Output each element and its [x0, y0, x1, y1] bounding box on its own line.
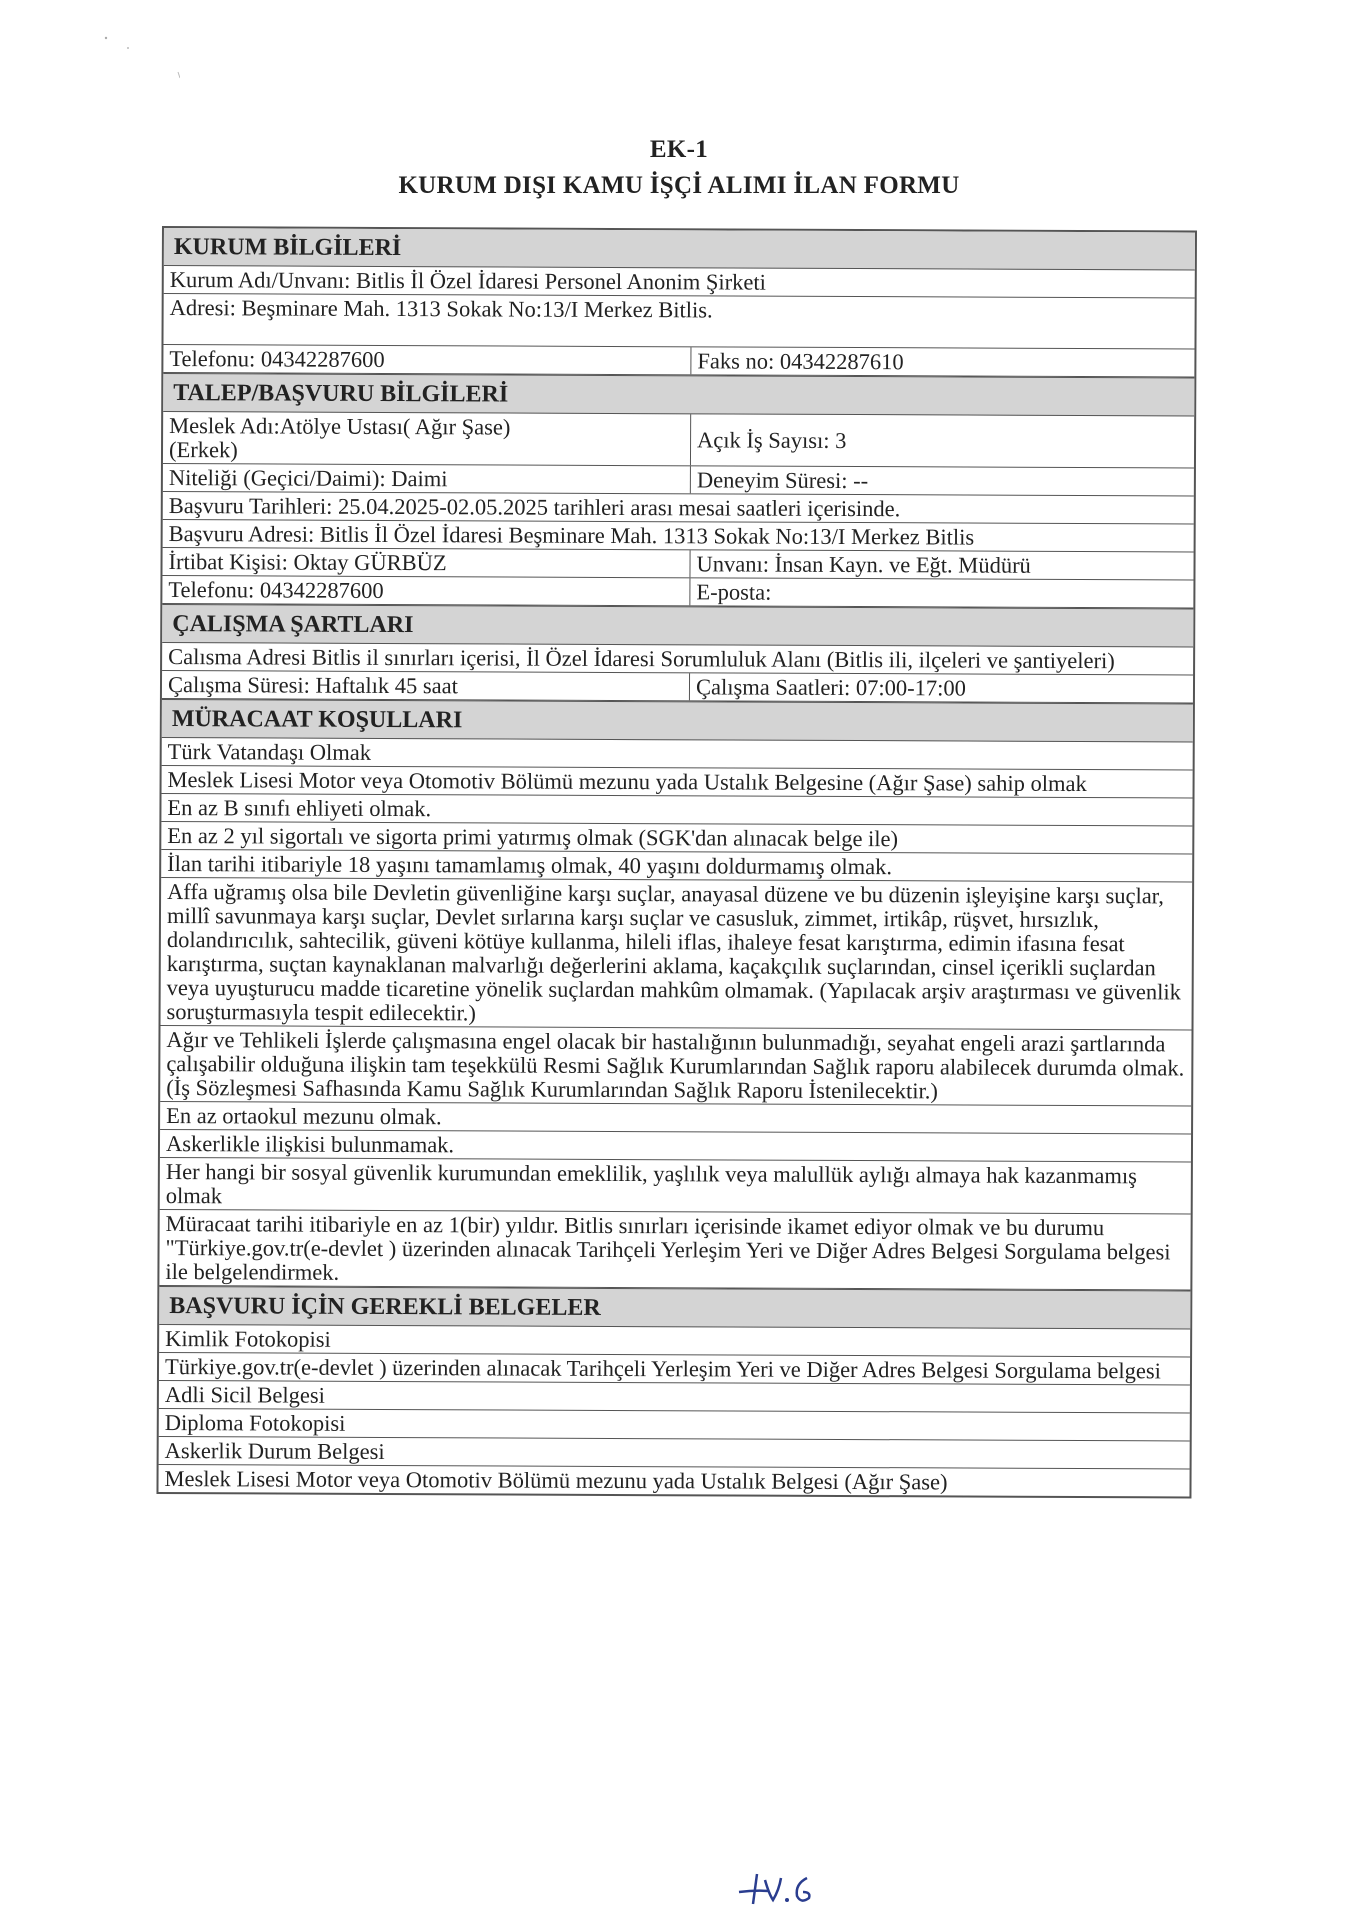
- muracaat-item: En az B sınıfı ehliyeti olmak.: [167, 795, 432, 822]
- kurum-telefon: Telefonu: 04342287600: [163, 345, 691, 374]
- kurum-adi: Kurum Adı/Unvanı: Bitlis İl Özel İdaresi Personel Anonim Şirketi: [169, 267, 767, 295]
- section-header-kurum: KURUM BİLGİLERİ: [164, 228, 1195, 270]
- belge-item: Meslek Lisesi Motor veya Otomotiv Bölümü mezunu yada Ustalık Belgesi (Ağır Şase): [164, 1466, 948, 1495]
- belge-item: Kimlik Fotokopisi: [165, 1326, 331, 1352]
- section-header-muracaat: MÜRACAAT KOŞULLARI: [162, 699, 1193, 742]
- niteligi: Niteliği (Geçici/Daimi): Daimi: [163, 464, 691, 493]
- basvuru-adresi: Başvuru Adresi: Bitlis İl Özel İdaresi Beşminare Mah. 1313 Sokak No:13/I Merkez Bitlis: [168, 521, 975, 550]
- muracaat-item: Affa uğramış olsa bile Devletin güvenliğine karşı suçlar, anayasal düzene ve bu düzenin işleyişine karşı suçlar, millî savunmaya karşı suçlar, Devlet sırlarına karşı suçlar ve casusluk, zimmet, irtikâp, rüşvet, hırsızlık, dolandırıcılık, sahtecilik, güveni kötüye kullanma, hileli iflas, ihaleye fesat karıştırma, edimin ifasına fesat karıştırma, suçtan kaynaklanan malvarlığı değerlerini aklama, kaçakçılık suçlarından, cinsel içerikli suçlardan veya uyuşturucu madde ticaretine yönelik suçlardan mahkûm olmamak. (Yapılacak arşiv araştırması ve güvenlik soruşturmasıyla tespit edilecektir.): [166, 879, 1182, 1026]
- belge-item: Türkiye.gov.tr(e-devlet ) üzerinden alınacak Tarihçeli Yerleşim Yeri ve Diğer Adres Belgesi Sorgulama belgesi: [164, 1354, 1161, 1384]
- section-header-belgeler: BAŞVURU İÇİN GEREKLİ BELGELER: [159, 1286, 1190, 1329]
- kurum-faks: Faks no: 04342287610: [697, 348, 904, 375]
- muracaat-item: En az ortaokul mezunu olmak.: [166, 1103, 442, 1130]
- belge-item: Askerlik Durum Belgesi: [164, 1438, 385, 1464]
- muracaat-item: Müracaat tarihi itibariyle en az 1(bir) yıldır. Bitlis sınırları içerisinde ikamet ediyor olmak ve bu durumu "Türkiye.gov.tr(e-devlet ) üzerinden alınacak Tarihçeli Yerleşim Yeri ve Diğer Adres Belgesi Sorgulama belgesi ile belgelendirmek.: [165, 1211, 1171, 1285]
- meslek-adi-line2: (Erkek): [168, 437, 238, 463]
- annex-label: EK-1: [649, 136, 709, 163]
- muracaat-item: Meslek Lisesi Motor veya Otomotiv Bölümü mezunu yada Ustalık Belgesine (Ağır Şase) sahip olmak: [167, 767, 1087, 797]
- belge-item: Adli Sicil Belgesi: [164, 1382, 325, 1408]
- muracaat-item: Her hangi bir sosyal güvenlik kurumundan emeklilik, yaşlılık veya malullük aylığı almaya hak kazanmamış olmak: [165, 1159, 1137, 1209]
- meslek-adi-line1: Meslek Adı:Atölye Ustası( Ağır Şase): [169, 413, 511, 440]
- muracaat-item: Ağır ve Tehlikeli İşlerde çalışmasına engel olacak bir hastalığının bulunmadığı, seyahat engeli arazi şartlarında çalışabilir olduğuna ilişkin tam teşekkülü Resmi Sağlık Kurumlarından Sağlık raporu alabilecek durumda olmak.(İş Sözleşmesi Safhasında Kamu Sağlık Kurumlarından Sağlık Raporu İstenilecektir.): [166, 1027, 1185, 1104]
- muracaat-item: Askerlikle ilişkisi bulunmamak.: [165, 1131, 455, 1158]
- talep-telefon: Telefonu: 04342287600: [162, 576, 690, 605]
- calisma-saatleri: Çalışma Saatleri: 07:00-17:00: [695, 674, 967, 701]
- belge-item: Diploma Fotokopisi: [164, 1410, 346, 1436]
- form-title: KURUM DIŞI KAMU İŞÇİ ALIMI İLAN FORMU: [398, 172, 960, 199]
- irtibat-kisisi: İrtibat Kişisi: Oktay GÜRBÜZ: [162, 548, 690, 577]
- basvuru-tarihleri: Başvuru Tarihleri: 25.04.2025-02.05.2025 tarihleri arası mesai saatleri içerisinde.: [168, 493, 901, 522]
- irtibat-unvani: Unvanı: İnsan Kayn. ve Eğt. Müdürü: [696, 551, 1031, 578]
- meslek-adi: [163, 412, 691, 465]
- announcement-form: [156, 226, 1197, 1499]
- muracaat-item: Türk Vatandaşı Olmak: [167, 739, 372, 765]
- acik-is-sayisi: Açık İş Sayısı: 3: [697, 427, 847, 453]
- handwritten-initials-icon: [735, 1870, 825, 1910]
- section-header-calisma: ÇALIŞMA ŞARTLARI: [162, 604, 1193, 647]
- muracaat-item: İlan tarihi itibariyle 18 yaşını tamamlamış olmak, 40 yaşını doldurmamış olmak.: [167, 851, 893, 880]
- calisma-adresi: Calısma Adresi Bitlis il sınırları içerisi, İl Özel İdaresi Sorumluluk Alanı (Bitlis ili, ilçeleri ve şantiyeleri): [168, 644, 1115, 674]
- muracaat-item: En az 2 yıl sigortalı ve sigorta primi yatırmış olmak (SGK'dan alınacak belge ile): [167, 823, 899, 852]
- scan-specks: [100, 30, 180, 95]
- talep-eposta: E-posta:: [696, 579, 772, 605]
- calisma-suresi: Çalışma Süresi: Haftalık 45 saat: [162, 671, 690, 700]
- deneyim-suresi: Deneyim Süresi: --: [696, 467, 869, 494]
- section-header-talep: TALEP/BAŞVURU BİLGİLERİ: [163, 373, 1194, 416]
- kurum-adres: Adresi: Beşminare Mah. 1313 Sokak No:13/I Merkez Bitlis.: [169, 295, 713, 323]
